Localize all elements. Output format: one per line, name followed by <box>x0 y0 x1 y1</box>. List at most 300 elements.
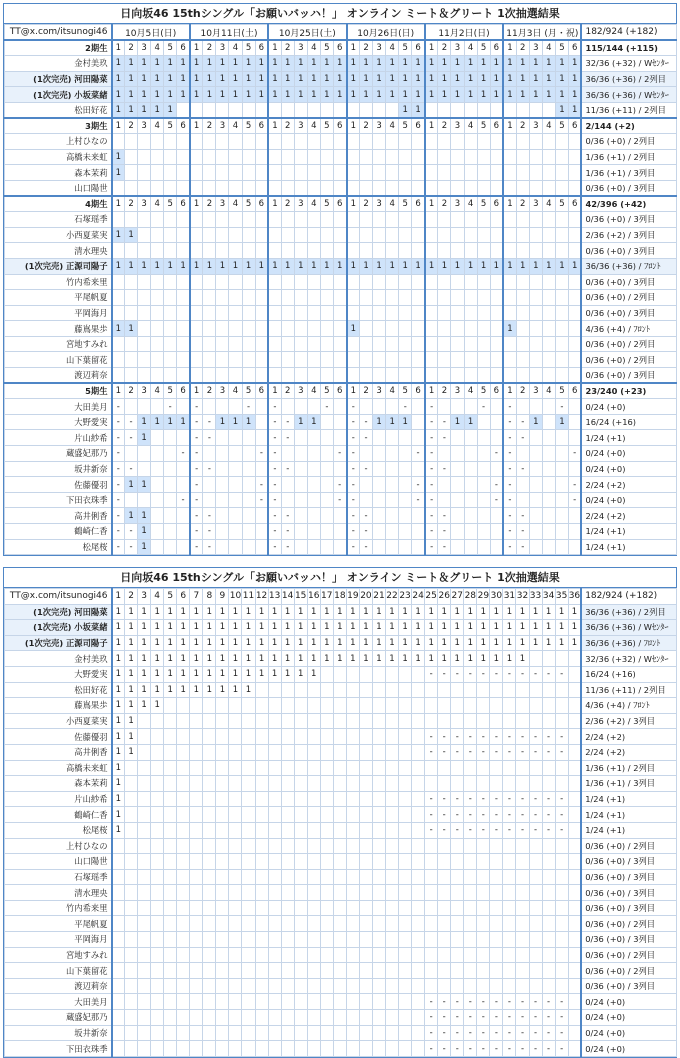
slot-cell <box>294 368 307 384</box>
count-cell <box>255 760 268 776</box>
count-cell <box>359 932 372 948</box>
member-result: 0/36 (+0) / 3列目 <box>581 885 676 901</box>
slot-cell: 1 <box>281 87 294 103</box>
count-cell <box>164 776 177 792</box>
count-cell <box>346 822 359 838</box>
count-cell: 1 <box>268 620 281 636</box>
generation-header-row <box>5 383 677 399</box>
slot-cell <box>307 399 320 415</box>
count-cell <box>203 854 216 870</box>
slot-cell <box>490 368 503 384</box>
count-cell <box>568 978 581 994</box>
member-result: 2/24 (+2) <box>581 744 676 760</box>
member-result: 4/36 (+4) / ﾌﾛﾝﾄ <box>581 698 676 714</box>
count-cell <box>503 682 516 698</box>
slot-cell <box>151 368 164 384</box>
count-cell <box>125 760 138 776</box>
count-cell <box>412 822 425 838</box>
slot-cell <box>229 477 242 493</box>
slot-cell <box>294 134 307 150</box>
count-cell: - <box>503 807 516 823</box>
slot-cell: 1 <box>451 71 464 87</box>
count-cell: - <box>438 744 451 760</box>
slot-number: 2 <box>438 196 451 212</box>
slot-cell <box>347 243 360 259</box>
count-cell <box>281 869 294 885</box>
slot-cell: - <box>203 524 216 540</box>
slot-cell <box>242 227 255 243</box>
count-cell: 1 <box>529 620 542 636</box>
count-cell <box>333 682 346 698</box>
count-cell <box>359 947 372 963</box>
count-cell <box>346 916 359 932</box>
count-cell: - <box>464 807 477 823</box>
count-cell <box>438 963 451 979</box>
count-cell: 1 <box>125 698 138 714</box>
slot-cell: - <box>438 539 451 555</box>
slot-cell <box>333 102 346 118</box>
slot-cell <box>320 414 333 430</box>
slot-cell <box>333 243 346 259</box>
member-result: 1/24 (+1) <box>581 539 676 555</box>
slot-cell <box>294 461 307 477</box>
slot-cell <box>490 165 503 181</box>
count-cell: 1 <box>307 666 320 682</box>
count-cell <box>385 947 398 963</box>
slot-cell <box>568 539 581 555</box>
slot-cell <box>464 102 477 118</box>
member-result: 0/24 (+0) <box>581 492 676 508</box>
count-cell: 1 <box>412 651 425 667</box>
count-cell <box>320 854 333 870</box>
count-cell <box>346 713 359 729</box>
generation-result: 23/240 (+23) <box>581 383 676 399</box>
slot-cell <box>164 274 177 290</box>
slot-number: 5 <box>477 383 490 399</box>
slot-cell: 1 <box>268 71 281 87</box>
slot-cell <box>568 274 581 290</box>
slot-cell <box>373 539 386 555</box>
count-cell <box>112 932 125 948</box>
count-cell <box>320 947 333 963</box>
slot-cell: 1 <box>490 56 503 72</box>
slot-number: 3 <box>451 118 464 134</box>
slot-cell <box>138 305 151 321</box>
count-cell <box>385 682 398 698</box>
slot-cell <box>555 477 568 493</box>
count-cell <box>529 682 542 698</box>
count-cell: - <box>490 822 503 838</box>
slot-cell <box>347 212 360 228</box>
slot-number: 6 <box>177 118 190 134</box>
member-row <box>5 604 677 620</box>
count-cell <box>138 807 151 823</box>
count-cell: 1 <box>451 635 464 651</box>
slot-cell <box>177 102 190 118</box>
count-cell <box>555 698 568 714</box>
count-cell <box>294 698 307 714</box>
slot-cell <box>281 212 294 228</box>
slot-cell <box>438 149 451 165</box>
count-cell: - <box>451 1041 464 1057</box>
count-cell <box>359 963 372 979</box>
slot-cell <box>490 243 503 259</box>
slot-cell <box>568 290 581 306</box>
slot-cell <box>320 134 333 150</box>
slot-cell: 1 <box>125 56 138 72</box>
slot-cell <box>307 305 320 321</box>
count-cell <box>125 822 138 838</box>
slot-cell <box>438 336 451 352</box>
slot-cell: 1 <box>125 71 138 87</box>
count-cell <box>372 682 385 698</box>
slot-number: 5 <box>164 40 177 56</box>
count-cell <box>125 994 138 1010</box>
slot-cell <box>451 352 464 368</box>
count-number: 16 <box>307 589 320 605</box>
slot-cell <box>360 180 373 196</box>
slot-cell: - <box>360 414 373 430</box>
count-cell: 1 <box>229 635 242 651</box>
count-cell <box>346 744 359 760</box>
slot-cell: - <box>425 446 438 462</box>
count-cell <box>451 838 464 854</box>
count-cell <box>177 916 190 932</box>
slot-number: 2 <box>125 118 138 134</box>
slot-cell <box>164 149 177 165</box>
slot-cell <box>216 243 229 259</box>
count-cell: 1 <box>438 651 451 667</box>
count-cell <box>568 932 581 948</box>
count-cell <box>542 900 555 916</box>
slot-cell: 1 <box>138 539 151 555</box>
count-cell <box>555 947 568 963</box>
slot-cell <box>333 430 346 446</box>
count-cell <box>242 791 255 807</box>
member-name: 大野愛実 <box>5 666 112 682</box>
slot-cell <box>229 368 242 384</box>
count-cell <box>281 744 294 760</box>
count-cell <box>281 760 294 776</box>
slot-cell: - <box>112 477 125 493</box>
count-cell: 1 <box>203 635 216 651</box>
slot-cell: - <box>320 399 333 415</box>
slot-cell <box>568 321 581 337</box>
count-cell <box>138 713 151 729</box>
slot-cell <box>542 227 555 243</box>
slot-cell: - <box>190 508 203 524</box>
member-row <box>5 243 677 259</box>
slot-cell: 1 <box>203 56 216 72</box>
count-cell: 1 <box>112 666 125 682</box>
count-cell <box>125 1025 138 1041</box>
results-ranking-table <box>3 567 677 1058</box>
slot-cell: 1 <box>307 56 320 72</box>
slot-cell <box>412 336 425 352</box>
count-cell: 1 <box>372 651 385 667</box>
count-cell: - <box>451 744 464 760</box>
count-cell <box>268 1025 281 1041</box>
count-cell <box>138 869 151 885</box>
slot-cell <box>451 305 464 321</box>
count-cell: 1 <box>268 651 281 667</box>
slot-cell: 1 <box>229 414 242 430</box>
member-result: 1/24 (+1) <box>581 822 676 838</box>
slot-cell <box>138 461 151 477</box>
count-cell <box>268 994 281 1010</box>
count-cell <box>307 869 320 885</box>
count-cell: 1 <box>151 666 164 682</box>
member-name: 坂井新奈 <box>5 461 112 477</box>
slot-cell: 1 <box>151 71 164 87</box>
slot-cell <box>320 212 333 228</box>
slot-number: 3 <box>138 118 151 134</box>
count-cell <box>125 869 138 885</box>
slot-cell <box>151 321 164 337</box>
count-cell: - <box>529 1025 542 1041</box>
slot-cell <box>294 352 307 368</box>
slot-cell <box>216 430 229 446</box>
member-row <box>5 1010 677 1026</box>
slot-cell <box>464 461 477 477</box>
count-cell <box>477 838 490 854</box>
count-cell <box>464 682 477 698</box>
count-cell: - <box>516 822 529 838</box>
count-cell <box>242 1025 255 1041</box>
count-cell <box>320 1025 333 1041</box>
slot-cell <box>307 227 320 243</box>
count-cell <box>438 713 451 729</box>
count-cell: 1 <box>425 620 438 636</box>
count-number: 4 <box>151 589 164 605</box>
count-cell <box>177 1041 190 1057</box>
count-cell <box>138 916 151 932</box>
count-cell <box>425 885 438 901</box>
slot-cell <box>307 524 320 540</box>
count-cell <box>255 682 268 698</box>
member-result: 0/36 (+0) / 3列目 <box>581 368 676 384</box>
count-cell <box>412 932 425 948</box>
slot-cell: - <box>281 539 294 555</box>
member-name: 蔵盛妃那乃 <box>5 1010 112 1026</box>
count-cell <box>216 978 229 994</box>
slot-cell <box>425 274 438 290</box>
member-name: 高井俐香 <box>5 744 112 760</box>
slot-cell <box>151 461 164 477</box>
slot-cell <box>151 430 164 446</box>
slot-cell: - <box>125 461 138 477</box>
count-number: 26 <box>438 589 451 605</box>
count-cell <box>190 963 203 979</box>
generation-header-row <box>5 118 677 134</box>
slot-number: 4 <box>542 118 555 134</box>
slot-cell <box>242 524 255 540</box>
count-cell <box>281 822 294 838</box>
count-number: 25 <box>425 589 438 605</box>
count-cell: - <box>477 744 490 760</box>
generation-header-row <box>5 40 677 56</box>
count-cell <box>320 698 333 714</box>
count-cell: 1 <box>151 635 164 651</box>
member-row <box>5 399 677 415</box>
slot-cell <box>138 290 151 306</box>
slot-cell <box>412 243 425 259</box>
slot-cell: - <box>347 539 360 555</box>
count-cell <box>412 776 425 792</box>
slot-cell: 1 <box>138 524 151 540</box>
slot-cell <box>125 336 138 352</box>
member-result: 36/36 (+36) / 2列目 <box>581 604 676 620</box>
slot-cell <box>555 508 568 524</box>
slot-cell: - <box>125 539 138 555</box>
slot-cell: 1 <box>464 56 477 72</box>
slot-cell: 1 <box>542 258 555 274</box>
slot-cell <box>177 165 190 181</box>
slot-cell <box>555 461 568 477</box>
member-row <box>5 477 677 493</box>
slot-cell <box>164 492 177 508</box>
count-cell <box>464 900 477 916</box>
count-cell <box>281 807 294 823</box>
slot-number: 6 <box>333 383 346 399</box>
slot-number: 6 <box>412 196 425 212</box>
slot-cell <box>320 336 333 352</box>
slot-cell: 1 <box>529 56 542 72</box>
slot-number: 1 <box>425 118 438 134</box>
count-cell <box>490 978 503 994</box>
member-name: 清水理央 <box>5 243 112 259</box>
count-cell <box>242 729 255 745</box>
count-cell <box>177 900 190 916</box>
slot-cell: - <box>425 539 438 555</box>
slot-cell <box>373 149 386 165</box>
slot-cell: 1 <box>347 71 360 87</box>
slot-number: 5 <box>399 118 412 134</box>
date-header: 11月2日(日) <box>425 25 503 41</box>
slot-cell <box>438 290 451 306</box>
slot-cell <box>242 165 255 181</box>
slot-cell <box>190 336 203 352</box>
count-cell: - <box>529 807 542 823</box>
count-cell: 1 <box>385 604 398 620</box>
slot-cell <box>542 399 555 415</box>
slot-cell: 1 <box>203 71 216 87</box>
table-title: 日向坂46 15thシングル「お願いバッハ！」 オンライン ミート＆グリート 1次抽選結果 <box>4 4 676 24</box>
count-cell: - <box>542 666 555 682</box>
count-cell <box>242 932 255 948</box>
count-cell <box>190 776 203 792</box>
slot-number: 4 <box>464 118 477 134</box>
slot-cell: 1 <box>151 102 164 118</box>
member-result: 0/36 (+0) / 2列目 <box>581 290 676 306</box>
count-cell: - <box>425 744 438 760</box>
count-cell <box>320 807 333 823</box>
slot-number: 4 <box>151 196 164 212</box>
count-cell <box>542 869 555 885</box>
count-cell <box>112 838 125 854</box>
count-cell: 1 <box>229 651 242 667</box>
slot-cell <box>294 477 307 493</box>
member-row <box>5 227 677 243</box>
slot-cell <box>516 274 529 290</box>
count-cell: 1 <box>568 604 581 620</box>
count-cell <box>177 1025 190 1041</box>
count-cell <box>281 776 294 792</box>
slot-cell <box>399 368 412 384</box>
slot-cell: - <box>568 477 581 493</box>
slot-cell <box>477 477 490 493</box>
count-cell <box>320 713 333 729</box>
count-cell <box>255 1025 268 1041</box>
slot-cell <box>386 165 399 181</box>
count-cell <box>412 682 425 698</box>
slot-cell <box>568 134 581 150</box>
member-result: 2/24 (+2) <box>581 477 676 493</box>
slot-number: 5 <box>320 383 333 399</box>
count-cell <box>412 885 425 901</box>
count-cell: 1 <box>385 635 398 651</box>
count-cell <box>177 978 190 994</box>
slot-cell: - <box>164 399 177 415</box>
count-cell <box>346 947 359 963</box>
member-row <box>5 336 677 352</box>
count-cell <box>516 776 529 792</box>
slot-cell: - <box>203 430 216 446</box>
count-cell <box>190 791 203 807</box>
slot-cell: 1 <box>242 71 255 87</box>
count-cell <box>568 776 581 792</box>
slot-cell: 1 <box>438 56 451 72</box>
count-cell <box>164 713 177 729</box>
count-cell <box>151 1025 164 1041</box>
slot-cell: 1 <box>177 87 190 103</box>
slot-number: 2 <box>516 40 529 56</box>
slot-cell: - <box>412 492 425 508</box>
count-cell <box>294 947 307 963</box>
count-cell <box>307 822 320 838</box>
count-cell <box>412 760 425 776</box>
count-cell: 1 <box>203 604 216 620</box>
slot-cell <box>229 492 242 508</box>
slot-cell: 1 <box>412 102 425 118</box>
count-cell <box>464 854 477 870</box>
count-cell <box>503 776 516 792</box>
slot-cell <box>425 149 438 165</box>
slot-cell <box>320 461 333 477</box>
slot-cell: 1 <box>216 258 229 274</box>
count-cell: 1 <box>568 620 581 636</box>
count-cell <box>372 885 385 901</box>
slot-cell: 1 <box>164 414 177 430</box>
slot-cell <box>203 102 216 118</box>
count-cell <box>399 916 412 932</box>
count-cell <box>385 994 398 1010</box>
count-cell: - <box>542 729 555 745</box>
count-cell <box>359 1025 372 1041</box>
slot-number: 5 <box>242 196 255 212</box>
count-cell <box>112 854 125 870</box>
count-cell <box>281 1010 294 1026</box>
slot-cell <box>333 274 346 290</box>
count-cell: - <box>516 994 529 1010</box>
slot-cell <box>255 430 268 446</box>
slot-cell: - <box>112 446 125 462</box>
count-cell <box>255 698 268 714</box>
slot-cell <box>412 290 425 306</box>
count-cell: 1 <box>294 666 307 682</box>
slot-cell <box>333 508 346 524</box>
count-cell <box>490 698 503 714</box>
